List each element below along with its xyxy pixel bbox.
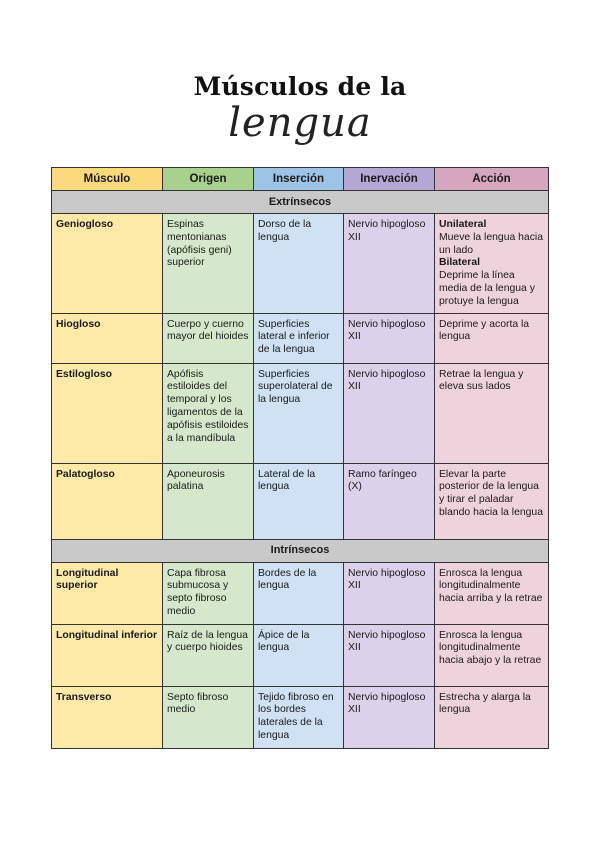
page-title: Músculos de la	[193, 72, 407, 101]
accion-unilateral-text: Mueve la lengua hacia un lado	[439, 231, 543, 256]
table-row	[52, 624, 549, 686]
cell-inervacion: Nervio hipogloso XII	[344, 562, 435, 624]
section-row-extrinsecos	[52, 191, 549, 214]
cell-inervacion: Ramo faríngeo (X)	[344, 463, 435, 539]
cell-musculo: Transverso	[52, 686, 163, 748]
header-accion: Acción	[435, 168, 549, 191]
cell-inervacion: Nervio hipogloso XII	[344, 214, 435, 314]
cell-accion: Enrosca la lengua longitudinalmente hacia arriba y la retrae	[435, 562, 549, 624]
table-row	[52, 214, 549, 314]
cell-accion: Estrecha y alarga la lengua	[435, 686, 549, 748]
table-header-row	[52, 168, 549, 191]
header-origen: Origen	[163, 168, 254, 191]
accion-bilateral-text: Deprime la línea media de la lengua y protuye la lengua	[439, 270, 535, 307]
table-row	[52, 686, 549, 748]
cell-insercion: Ápice de la lengua	[254, 624, 344, 686]
accion-bilateral-label: Bilateral	[439, 257, 481, 269]
cell-insercion: Lateral de la lengua	[254, 463, 344, 539]
table-row	[52, 562, 549, 624]
cell-origen: Cuerpo y cuerno mayor del hioides	[163, 313, 254, 363]
cell-accion: Elevar la parte posterior de la lengua y tirar el paladar blando hacia la lengua	[435, 463, 549, 539]
title-block	[0, 72, 600, 144]
cell-accion	[435, 214, 549, 314]
header-insercion: Inserción	[254, 168, 344, 191]
header-inervacion: Inervación	[344, 168, 435, 191]
header-musculo: Músculo	[52, 168, 163, 191]
table-row	[52, 363, 549, 463]
accion-unilateral-label: Unilateral	[439, 219, 487, 230]
cell-insercion: Superficies superolateral de la lengua	[254, 363, 344, 463]
table-row	[52, 463, 549, 539]
cell-musculo: Estilogloso	[52, 363, 163, 463]
cell-musculo: Palatogloso	[52, 463, 163, 539]
cell-accion: Retrae la lengua y eleva sus lados	[435, 363, 549, 463]
cell-origen: Septo fibroso medio	[163, 686, 254, 748]
table-row	[52, 313, 549, 363]
cell-inervacion: Nervio hipogloso XII	[344, 686, 435, 748]
section-label-intrinsecos: Intrínsecos	[52, 539, 549, 562]
cell-origen: Apófisis estiloides del temporal y los ligamentos de la apófisis estiloides a la mandíbula	[163, 363, 254, 463]
muscles-table	[51, 167, 549, 749]
cell-accion: Enrosca la lengua longitudinalmente hacia abajo y la retrae	[435, 624, 549, 686]
page-subtitle-script: lengua	[228, 100, 372, 146]
cell-insercion: Superficies lateral e inferior de la lengua	[254, 313, 344, 363]
section-row-intrinsecos	[52, 539, 549, 562]
cell-musculo: Hiogloso	[52, 313, 163, 363]
cell-musculo: Longitudinal inferior	[52, 624, 163, 686]
cell-origen: Raíz de la lengua y cuerpo hioides	[163, 624, 254, 686]
cell-origen: Aponeurosis palatina	[163, 463, 254, 539]
cell-inervacion: Nervio hipogloso XII	[344, 363, 435, 463]
cell-insercion: Tejido fibroso en los bordes laterales de la lengua	[254, 686, 344, 748]
cell-inervacion: Nervio hipogloso XII	[344, 624, 435, 686]
section-label-extrinsecos: Extrínsecos	[52, 191, 549, 214]
cell-insercion: Bordes de la lengua	[254, 562, 344, 624]
cell-inervacion: Nervio hipogloso XII	[344, 313, 435, 363]
cell-origen: Capa fibrosa submucosa y septo fibroso medio	[163, 562, 254, 624]
cell-insercion: Dorso de la lengua	[254, 214, 344, 314]
cell-musculo: Geniogloso	[52, 214, 163, 314]
cell-musculo: Longitudinal superior	[52, 562, 163, 624]
cell-accion: Deprime y acorta la lengua	[435, 313, 549, 363]
cell-origen: Espinas mentonianas (apófisis geni) superior	[163, 214, 254, 314]
